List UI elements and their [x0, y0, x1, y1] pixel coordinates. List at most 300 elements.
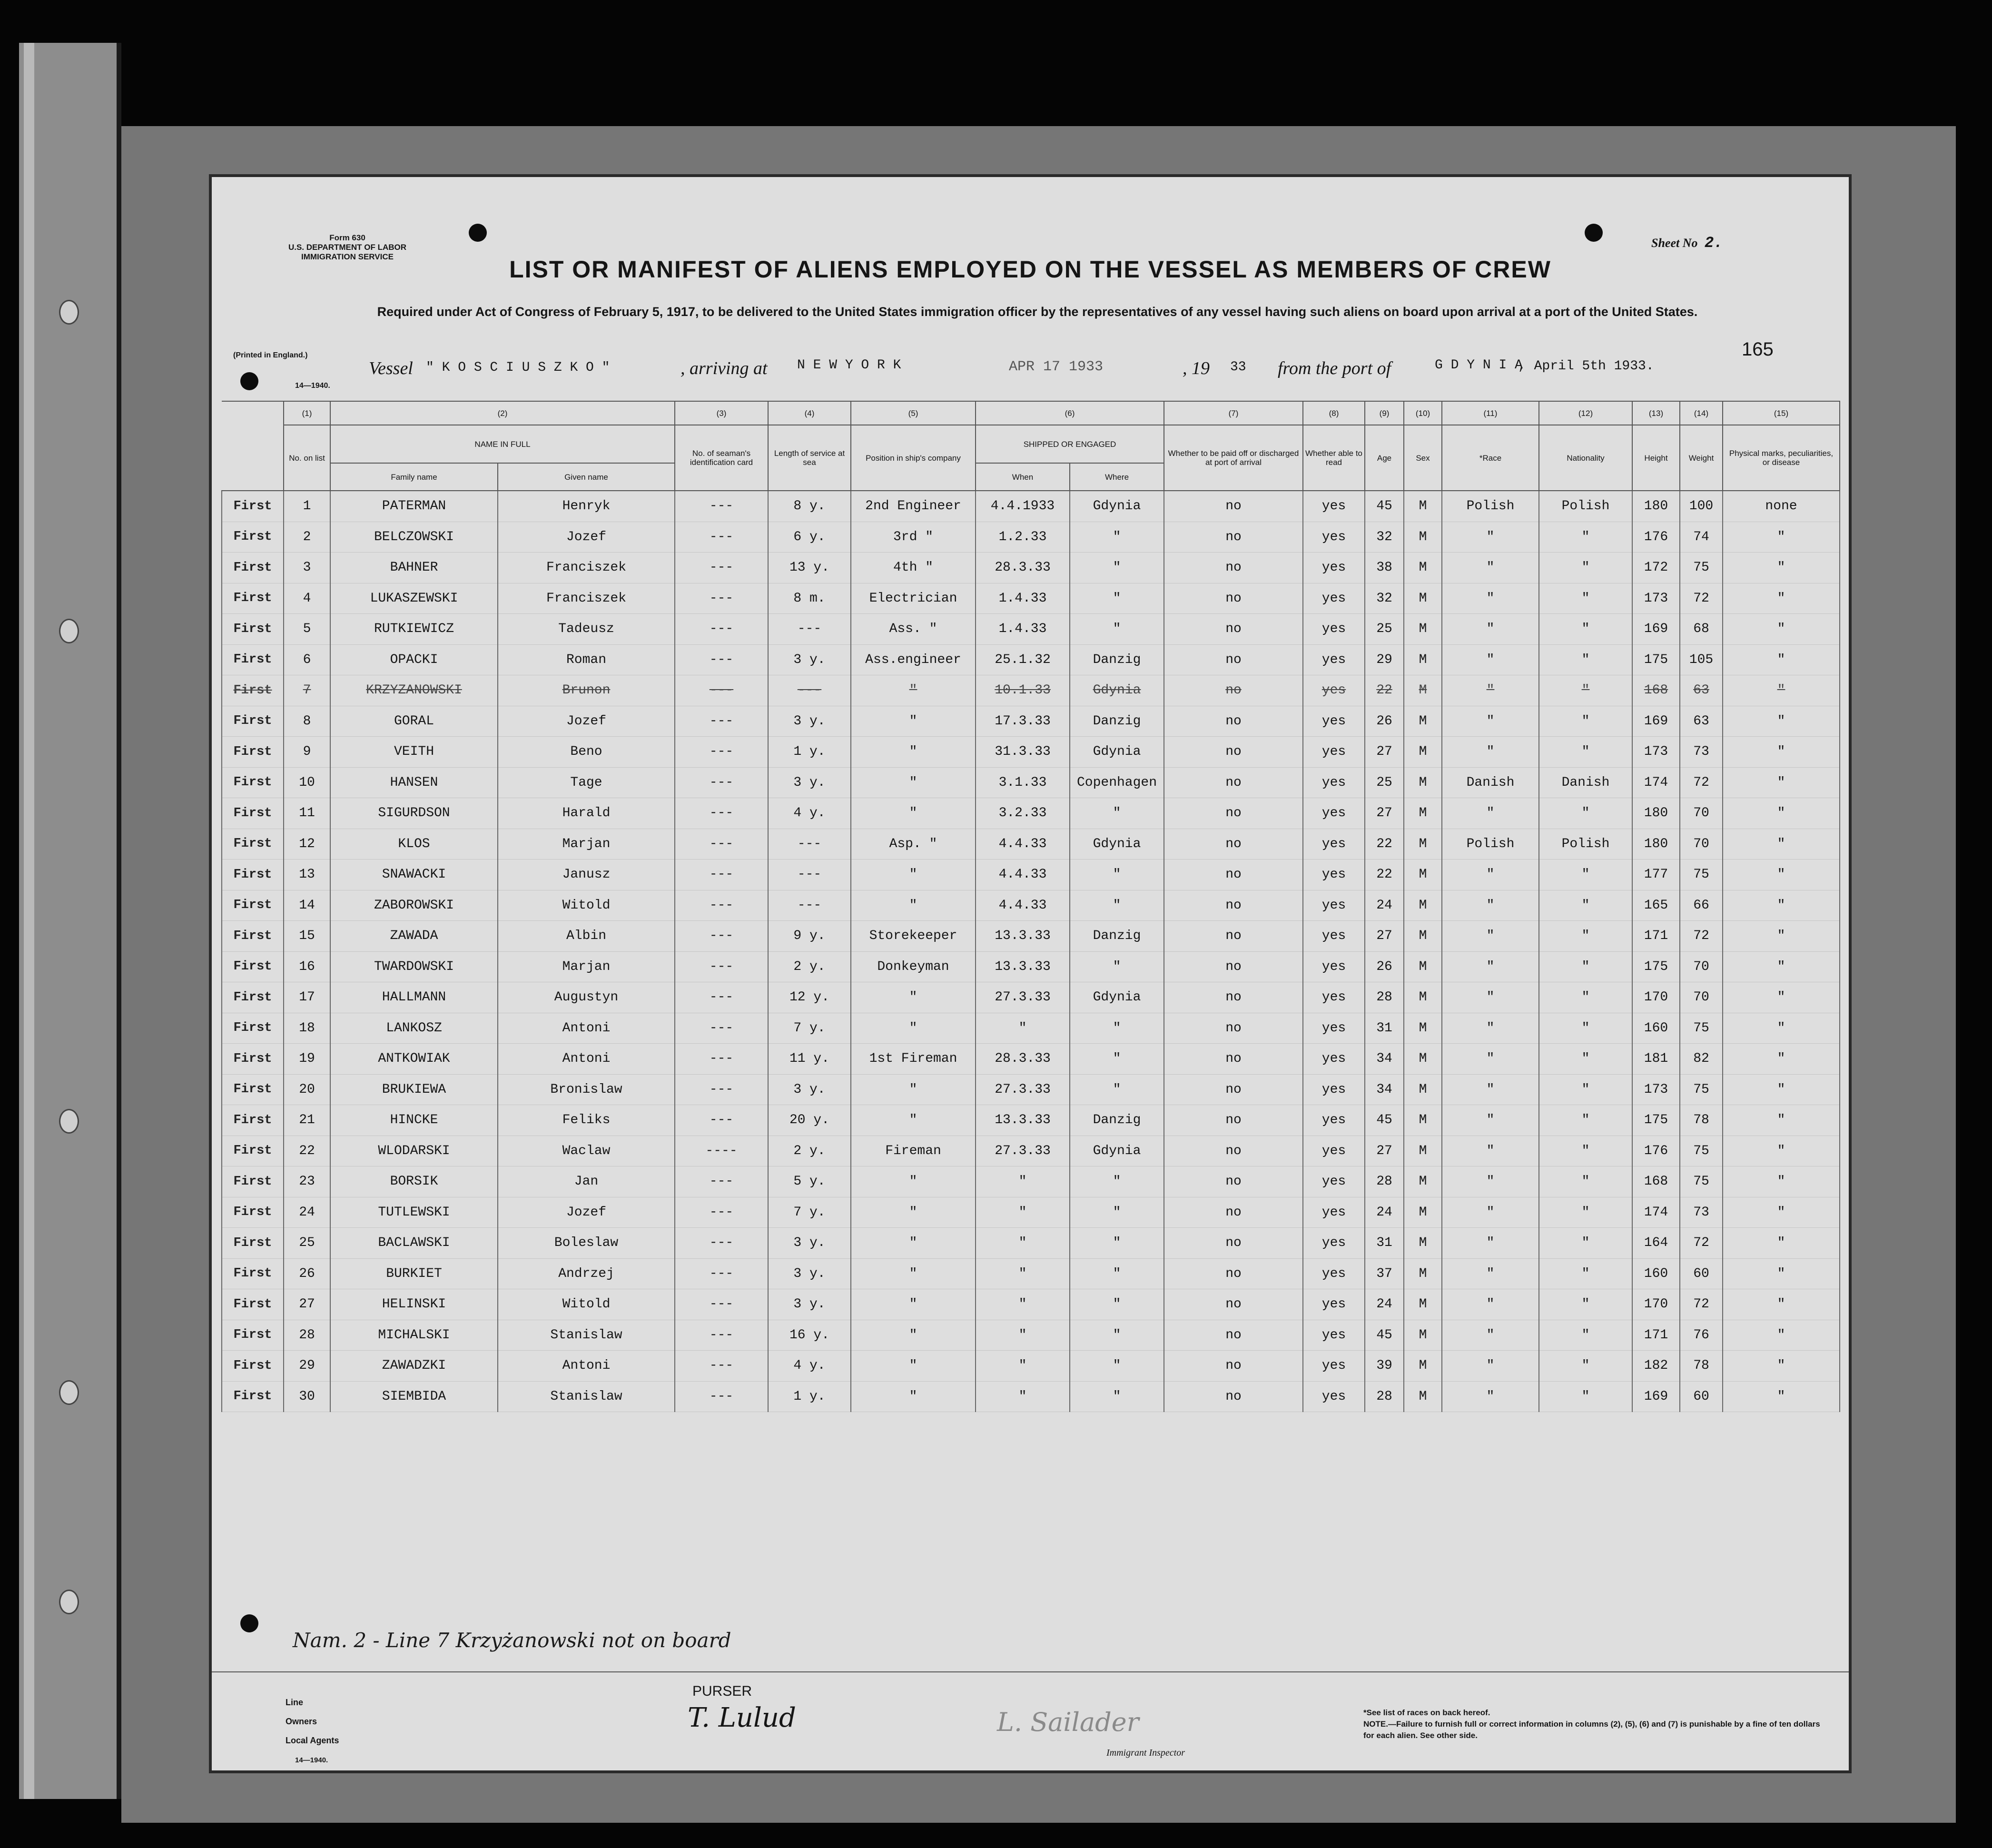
binder-hole	[59, 1109, 79, 1134]
weight-header: Weight	[1680, 425, 1723, 491]
family-name-cell: BRUKIEWA	[330, 1074, 498, 1105]
weight-cell: 70	[1680, 951, 1723, 982]
from-port-label: from the port of	[1278, 358, 1391, 378]
row-number-cell: 23	[284, 1166, 330, 1197]
race-cell: "	[1442, 1136, 1539, 1166]
binder-edge	[24, 43, 34, 1799]
shipped-when-cell: 31.3.33	[976, 737, 1070, 768]
weight-cell: 75	[1680, 1074, 1723, 1105]
shipped-or-engaged-header: SHIPPED OR ENGAGED	[976, 425, 1164, 463]
race-cell: "	[1442, 1351, 1539, 1382]
class-label-cell: First	[222, 1136, 284, 1166]
height-cell: 165	[1632, 890, 1680, 921]
shipped-when-cell: 1.4.33	[976, 583, 1070, 614]
position-cell: 1st Fireman	[851, 1044, 976, 1075]
table-row	[222, 921, 1840, 952]
table-row	[222, 1197, 1840, 1228]
nationality-cell: "	[1539, 583, 1632, 614]
length-of-service-cell: 7 y.	[768, 1197, 851, 1228]
col-num-14: (14)	[1680, 401, 1723, 425]
paid-off-cell: no	[1164, 644, 1303, 675]
able-to-read-cell: yes	[1303, 767, 1365, 798]
family-name-cell: BURKIET	[330, 1258, 498, 1289]
length-of-service-cell: 3 y.	[768, 1289, 851, 1320]
table-row	[222, 860, 1840, 890]
seaman-card-cell: ---	[675, 491, 768, 522]
able-to-read-cell: yes	[1303, 890, 1365, 921]
col-num-2: (2)	[330, 401, 675, 425]
family-name-cell: BORSIK	[330, 1166, 498, 1197]
table-row	[222, 614, 1840, 645]
shipped-where-cell: Copenhagen	[1070, 767, 1164, 798]
position-cell: "	[851, 767, 976, 798]
able-to-read-cell: yes	[1303, 644, 1365, 675]
class-label-cell: First	[222, 1381, 284, 1412]
col-num-6: (6)	[976, 401, 1164, 425]
age-cell: 28	[1365, 1381, 1404, 1412]
sex-cell: M	[1404, 491, 1442, 522]
paid-off-header: Whether to be paid off or discharged at port of arrival	[1164, 425, 1303, 491]
race-cell: "	[1442, 951, 1539, 982]
manifest-page	[212, 177, 1849, 1770]
seaman-card-cell: ---	[675, 1258, 768, 1289]
weight-cell: 75	[1680, 860, 1723, 890]
family-name-cell: TUTLEWSKI	[330, 1197, 498, 1228]
shipped-when-cell: 1.2.33	[976, 522, 1070, 553]
table-row	[222, 1351, 1840, 1382]
height-cell: 173	[1632, 737, 1680, 768]
age-cell: 31	[1365, 1228, 1404, 1259]
table-row	[222, 522, 1840, 553]
col-num-10: (10)	[1404, 401, 1442, 425]
row-number-cell: 27	[284, 1289, 330, 1320]
race-cell: "	[1442, 644, 1539, 675]
paid-off-cell: no	[1164, 1136, 1303, 1166]
sex-cell: M	[1404, 1228, 1442, 1259]
shipped-where-cell: "	[1070, 1197, 1164, 1228]
able-to-read-header: Whether able to read	[1303, 425, 1365, 491]
table-row	[222, 1258, 1840, 1289]
nationality-cell: "	[1539, 614, 1632, 645]
class-label-cell: First	[222, 1013, 284, 1044]
sex-cell: M	[1404, 1289, 1442, 1320]
height-cell: 180	[1632, 829, 1680, 860]
paid-off-cell: no	[1164, 1228, 1303, 1259]
class-label-cell: First	[222, 860, 284, 890]
shipped-when-cell: "	[976, 1320, 1070, 1351]
shipped-when-cell: "	[976, 1351, 1070, 1382]
col-num-5: (5)	[851, 401, 976, 425]
sex-cell: M	[1404, 1044, 1442, 1075]
position-cell: "	[851, 1074, 976, 1105]
table-row	[222, 1381, 1840, 1412]
class-label-cell: First	[222, 522, 284, 553]
table-row	[222, 982, 1840, 1013]
able-to-read-cell: yes	[1303, 522, 1365, 553]
arrival-port: N E W Y O R K	[797, 358, 901, 373]
seaman-card-cell: ---	[675, 1197, 768, 1228]
height-cell: 160	[1632, 1258, 1680, 1289]
nationality-cell: "	[1539, 798, 1632, 829]
table-row	[222, 1105, 1840, 1136]
able-to-read-cell: yes	[1303, 675, 1365, 706]
length-of-service-cell: ---	[768, 829, 851, 860]
col-num-15: (15)	[1723, 401, 1840, 425]
able-to-read-cell: yes	[1303, 614, 1365, 645]
name-in-full-header: NAME IN FULL	[330, 425, 675, 463]
shipped-where-cell: "	[1070, 522, 1164, 553]
physical-marks-cell: "	[1723, 982, 1840, 1013]
family-name-cell: HELINSKI	[330, 1289, 498, 1320]
class-label-cell: First	[222, 1289, 284, 1320]
physical-marks-cell: "	[1723, 644, 1840, 675]
row-number-cell: 21	[284, 1105, 330, 1136]
race-cell: "	[1442, 890, 1539, 921]
sex-cell: M	[1404, 951, 1442, 982]
binder-hole	[59, 1590, 79, 1614]
class-label-cell: First	[222, 1351, 284, 1382]
paid-off-cell: no	[1164, 1166, 1303, 1197]
nationality-cell: "	[1539, 1320, 1632, 1351]
class-label-cell: First	[222, 675, 284, 706]
race-cell: "	[1442, 1197, 1539, 1228]
inspector-label: Immigrant Inspector	[1106, 1748, 1185, 1758]
length-of-service-cell: 3 y.	[768, 767, 851, 798]
family-name-cell: MICHALSKI	[330, 1320, 498, 1351]
sex-cell: M	[1404, 767, 1442, 798]
col-num-8: (8)	[1303, 401, 1365, 425]
able-to-read-cell: yes	[1303, 583, 1365, 614]
year-prefix: , 19	[1183, 358, 1210, 378]
length-of-service-cell: 12 y.	[768, 982, 851, 1013]
able-to-read-cell: yes	[1303, 982, 1365, 1013]
where-header: Where	[1070, 463, 1164, 491]
position-cell: "	[851, 1228, 976, 1259]
height-cell: 168	[1632, 1166, 1680, 1197]
age-cell: 26	[1365, 951, 1404, 982]
given-name-cell: Franciszek	[498, 583, 675, 614]
family-name-cell: KRZYZANOWSKI	[330, 675, 498, 706]
position-cell: 3rd "	[851, 522, 976, 553]
class-label-cell: First	[222, 644, 284, 675]
weight-cell: 75	[1680, 1166, 1723, 1197]
sex-cell: M	[1404, 1320, 1442, 1351]
weight-cell: 78	[1680, 1351, 1723, 1382]
position-cell: "	[851, 1381, 976, 1412]
physical-marks-cell: "	[1723, 1136, 1840, 1166]
year-value: 33	[1230, 360, 1246, 375]
seaman-card-cell: ---	[675, 1105, 768, 1136]
seaman-card-cell: ---	[675, 1228, 768, 1259]
nationality-cell: "	[1539, 1289, 1632, 1320]
family-name-cell: WLODARSKI	[330, 1136, 498, 1166]
local-agents-label: Local Agents	[286, 1736, 339, 1745]
weight-cell: 70	[1680, 829, 1723, 860]
shipped-when-cell: 4.4.33	[976, 860, 1070, 890]
position-cell: "	[851, 737, 976, 768]
row-number-cell: 12	[284, 829, 330, 860]
class-label-cell: First	[222, 614, 284, 645]
height-cell: 170	[1632, 982, 1680, 1013]
table-row	[222, 1320, 1840, 1351]
length-of-service-cell: 3 y.	[768, 644, 851, 675]
position-cell: "	[851, 1320, 976, 1351]
length-of-service-cell: 3 y.	[768, 706, 851, 737]
able-to-read-cell: yes	[1303, 1136, 1365, 1166]
nationality-cell: "	[1539, 1166, 1632, 1197]
race-cell: "	[1442, 1320, 1539, 1351]
shipped-when-cell: 4.4.1933	[976, 491, 1070, 522]
paid-off-cell: no	[1164, 1258, 1303, 1289]
age-cell: 32	[1365, 522, 1404, 553]
length-of-service-cell: 7 y.	[768, 1013, 851, 1044]
paid-off-cell: no	[1164, 1197, 1303, 1228]
paid-off-cell: no	[1164, 583, 1303, 614]
able-to-read-cell: yes	[1303, 1351, 1365, 1382]
vessel-label: Vessel	[369, 358, 413, 378]
crew-manifest-table	[221, 401, 1840, 1412]
given-name-cell: Waclaw	[498, 1136, 675, 1166]
class-label-cell: First	[222, 737, 284, 768]
physical-marks-cell: "	[1723, 1044, 1840, 1075]
length-of-service-cell: 9 y.	[768, 921, 851, 952]
weight-cell: 63	[1680, 706, 1723, 737]
paid-off-cell: no	[1164, 982, 1303, 1013]
paid-off-cell: no	[1164, 1351, 1303, 1382]
race-cell: "	[1442, 1381, 1539, 1412]
form-number: Form 630	[329, 233, 365, 242]
penalty-note: NOTE.—Failure to furnish full or correct information in columns (2), (5), (6) and (7) is punishable by a fine of ten dollars for each alien. See other side.	[1363, 1720, 1820, 1740]
shipped-where-cell: "	[1070, 1258, 1164, 1289]
col-num-13: (13)	[1632, 401, 1680, 425]
length-of-service-cell: 6 y.	[768, 522, 851, 553]
age-cell: 26	[1365, 706, 1404, 737]
shipped-where-cell: "	[1070, 1320, 1164, 1351]
sex-cell: M	[1404, 737, 1442, 768]
height-cell: 169	[1632, 614, 1680, 645]
table-row	[222, 553, 1840, 583]
family-name-cell: VEITH	[330, 737, 498, 768]
given-name-cell: Marjan	[498, 951, 675, 982]
shipped-where-cell: "	[1070, 890, 1164, 921]
nationality-cell: "	[1539, 951, 1632, 982]
race-cell: "	[1442, 1166, 1539, 1197]
nationality-cell: "	[1539, 1074, 1632, 1105]
length-of-service-cell: 8 m.	[768, 583, 851, 614]
nationality-cell: "	[1539, 860, 1632, 890]
table-row	[222, 737, 1840, 768]
footer-form-code: 14—1940.	[295, 1756, 328, 1764]
class-label-cell: First	[222, 491, 284, 522]
able-to-read-cell: yes	[1303, 1074, 1365, 1105]
nationality-header: Nationality	[1539, 425, 1632, 491]
position-cell: "	[851, 890, 976, 921]
binder-strip	[19, 43, 121, 1799]
row-number-cell: 26	[284, 1258, 330, 1289]
col-num-9: (9)	[1365, 401, 1404, 425]
physical-marks-cell: "	[1723, 675, 1840, 706]
family-name-cell: BAHNER	[330, 553, 498, 583]
physical-marks-cell: none	[1723, 491, 1840, 522]
length-of-service-cell: 1 y.	[768, 737, 851, 768]
race-cell: "	[1442, 1289, 1539, 1320]
position-cell: "	[851, 1166, 976, 1197]
class-label-cell: First	[222, 1044, 284, 1075]
sex-cell: M	[1404, 675, 1442, 706]
table-row	[222, 1074, 1840, 1105]
shipped-when-cell: "	[976, 1013, 1070, 1044]
paid-off-cell: no	[1164, 675, 1303, 706]
table-row	[222, 1289, 1840, 1320]
physical-marks-cell: "	[1723, 1105, 1840, 1136]
able-to-read-cell: yes	[1303, 491, 1365, 522]
height-cell: 174	[1632, 767, 1680, 798]
age-cell: 25	[1365, 614, 1404, 645]
height-cell: 177	[1632, 860, 1680, 890]
punch-hole	[240, 372, 258, 390]
seaman-card-cell: ---	[675, 951, 768, 982]
given-name-cell: Witold	[498, 890, 675, 921]
shipped-when-cell: "	[976, 1289, 1070, 1320]
sex-cell: M	[1404, 982, 1442, 1013]
sex-cell: M	[1404, 860, 1442, 890]
race-cell: "	[1442, 553, 1539, 583]
age-cell: 38	[1365, 553, 1404, 583]
paid-off-cell: no	[1164, 767, 1303, 798]
nationality-cell: "	[1539, 675, 1632, 706]
race-cell: "	[1442, 798, 1539, 829]
col-num-11: (11)	[1442, 401, 1539, 425]
shipped-where-cell: "	[1070, 1044, 1164, 1075]
height-cell: 170	[1632, 1289, 1680, 1320]
inspector-signature: L. Sailader	[997, 1707, 1139, 1737]
departure-port: G D Y N I A	[1435, 358, 1523, 373]
shipped-where-cell: "	[1070, 1381, 1164, 1412]
col-num-7: (7)	[1164, 401, 1303, 425]
weight-cell: 72	[1680, 921, 1723, 952]
race-cell: Danish	[1442, 767, 1539, 798]
nationality-cell: "	[1539, 553, 1632, 583]
table-row	[222, 951, 1840, 982]
given-name-cell: Beno	[498, 737, 675, 768]
height-cell: 173	[1632, 583, 1680, 614]
family-name-cell: KLOS	[330, 829, 498, 860]
age-cell: 31	[1365, 1013, 1404, 1044]
family-name-cell: BELCZOWSKI	[330, 522, 498, 553]
table-row	[222, 1166, 1840, 1197]
seaman-card-cell: ---	[675, 583, 768, 614]
table-row	[222, 1228, 1840, 1259]
physical-marks-cell: "	[1723, 951, 1840, 982]
sex-cell: M	[1404, 798, 1442, 829]
table-row	[222, 1013, 1840, 1044]
row-number-cell: 25	[284, 1228, 330, 1259]
row-number-cell: 8	[284, 706, 330, 737]
table-row	[222, 1136, 1840, 1166]
height-cell: 172	[1632, 553, 1680, 583]
age-cell: 25	[1365, 767, 1404, 798]
sex-cell: M	[1404, 1351, 1442, 1382]
age-cell: 22	[1365, 860, 1404, 890]
class-label-cell: First	[222, 1320, 284, 1351]
age-cell: 28	[1365, 982, 1404, 1013]
footer-divider	[212, 1671, 1849, 1672]
shipped-when-cell: "	[976, 1197, 1070, 1228]
length-of-service-cell: 4 y.	[768, 798, 851, 829]
age-cell: 27	[1365, 1136, 1404, 1166]
shipped-when-cell: 27.3.33	[976, 1136, 1070, 1166]
family-name-cell: GORAL	[330, 706, 498, 737]
shipped-when-cell: 1.4.33	[976, 614, 1070, 645]
weight-cell: 68	[1680, 614, 1723, 645]
seaman-card-cell: ---	[675, 1351, 768, 1382]
shipped-where-cell: "	[1070, 860, 1164, 890]
height-cell: 174	[1632, 1197, 1680, 1228]
race-cell: Polish	[1442, 829, 1539, 860]
sheet-label: Sheet No	[1651, 236, 1698, 250]
race-cell: "	[1442, 1228, 1539, 1259]
given-name-cell: Jozef	[498, 522, 675, 553]
family-name-cell: RUTKIEWICZ	[330, 614, 498, 645]
able-to-read-cell: yes	[1303, 1105, 1365, 1136]
seaman-card-cell: ---	[675, 553, 768, 583]
col-num-3: (3)	[675, 401, 768, 425]
weight-cell: 70	[1680, 798, 1723, 829]
nationality-cell: "	[1539, 890, 1632, 921]
manifest-rows	[222, 491, 1840, 1412]
height-cell: 169	[1632, 1381, 1680, 1412]
seaman-card-cell: ---	[675, 829, 768, 860]
punch-hole	[240, 1614, 258, 1632]
class-label-cell: First	[222, 829, 284, 860]
race-cell: "	[1442, 1013, 1539, 1044]
family-name-cell: LANKOSZ	[330, 1013, 498, 1044]
physical-marks-cell: "	[1723, 1013, 1840, 1044]
position-cell: "	[851, 860, 976, 890]
punch-hole	[469, 224, 487, 242]
position-cell: "	[851, 1258, 976, 1289]
table-row	[222, 675, 1840, 706]
table-row	[222, 1044, 1840, 1075]
physical-marks-cell: "	[1723, 860, 1840, 890]
row-number-cell: 11	[284, 798, 330, 829]
shipped-where-cell: "	[1070, 1166, 1164, 1197]
purser-signature: T. Lulud	[688, 1702, 796, 1733]
row-number-cell: 7	[284, 675, 330, 706]
sex-cell: M	[1404, 1166, 1442, 1197]
position-cell: "	[851, 1013, 976, 1044]
class-label-cell: First	[222, 553, 284, 583]
shipped-when-cell: 27.3.33	[976, 982, 1070, 1013]
shipped-where-cell: Danzig	[1070, 706, 1164, 737]
able-to-read-cell: yes	[1303, 1013, 1365, 1044]
able-to-read-cell: yes	[1303, 1197, 1365, 1228]
length-of-service-cell: 2 y.	[768, 951, 851, 982]
class-label-cell: First	[222, 951, 284, 982]
footer-notes	[1363, 1707, 1820, 1741]
length-of-service-cell: ---	[768, 614, 851, 645]
weight-cell: 74	[1680, 522, 1723, 553]
nationality-cell: "	[1539, 1197, 1632, 1228]
shipped-when-cell: "	[976, 1258, 1070, 1289]
punch-hole	[1585, 224, 1603, 242]
position-cell: "	[851, 798, 976, 829]
nationality-cell: "	[1539, 1044, 1632, 1075]
physical-marks-cell: "	[1723, 1289, 1840, 1320]
age-cell: 24	[1365, 1289, 1404, 1320]
sex-cell: M	[1404, 1258, 1442, 1289]
paid-off-cell: no	[1164, 798, 1303, 829]
